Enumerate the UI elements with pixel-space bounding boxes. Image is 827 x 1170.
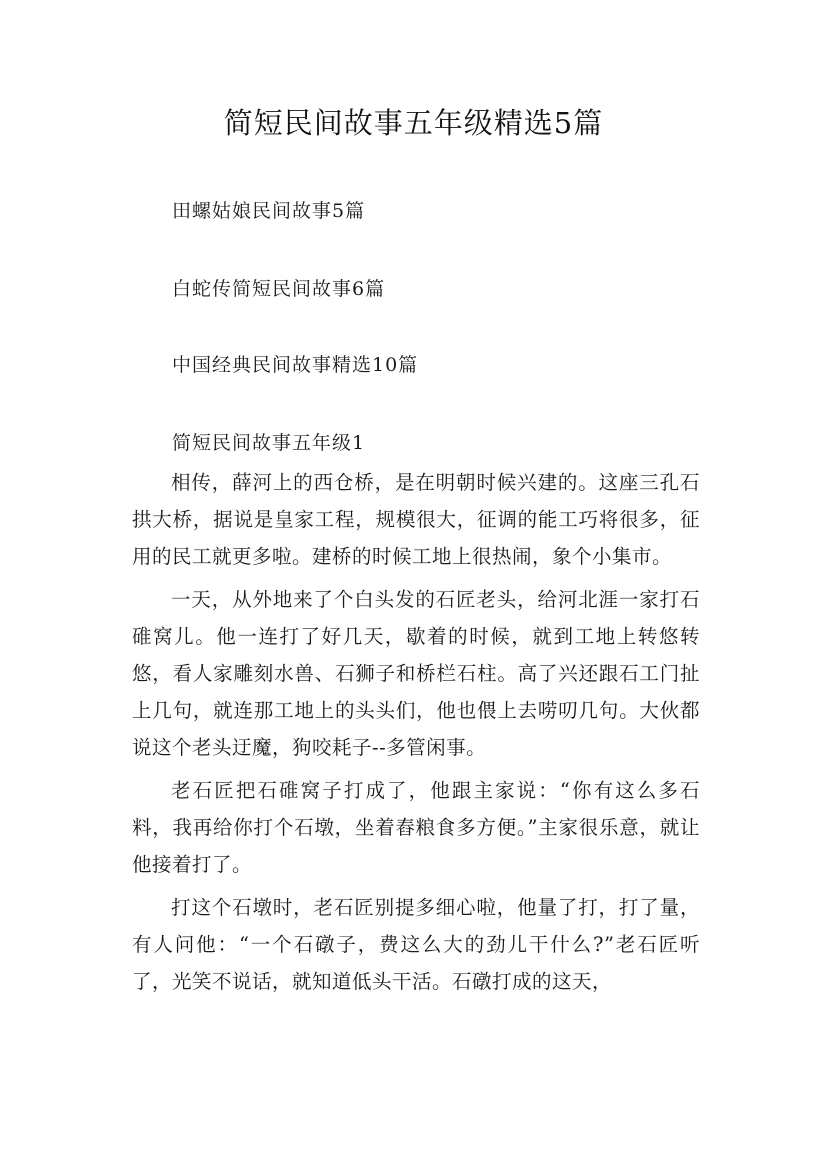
story-paragraph: 老石匠把石碓窝子打成了，他跟主家说：“你有这么多石料，我再给你打个石墩，坐着舂粮食多方便。”主家很乐意，就让他接着打了。 bbox=[132, 779, 700, 876]
toc-item: 中国经典民间故事精选10篇 bbox=[172, 354, 419, 376]
toc-item: 白蛇传简短民间故事6篇 bbox=[172, 278, 386, 300]
story-body bbox=[132, 464, 700, 1006]
story-paragraph: 相传，薛河上的西仓桥，是在明朝时候兴建的。这座三孔石拱大桥，据说是皇家工程，规模很大，征调的能工巧将很多，征用的民工就更多啦。建桥的时候工地上很热闹，象个小集市。 bbox=[132, 471, 700, 568]
section-heading: 简短民间故事五年级1 bbox=[172, 432, 366, 454]
document-title: 简短民间故事五年级精选5篇 bbox=[223, 106, 604, 140]
story-paragraph: 打这个石墩时，老石匠别提多细心啦，他量了打，打了量，有人问他：“一个石礅子，费这么大的劲儿干什么?”老石匠听了，光笑不说话，就知道低头干活。石礅打成的这天， bbox=[132, 896, 700, 993]
toc-item: 田螺姑娘民间故事5篇 bbox=[172, 200, 366, 222]
story-paragraph: 一天，从外地来了个白头发的石匠老头，给河北涯一家打石碓窝儿。他一连打了好几天，歇着的时候，就到工地上转悠转悠，看人家雕刻水兽、石狮子和桥栏石柱。高了兴还跟石工门扯上几句，就连那工地上的头头们，他也偎上去唠叨几句。大伙都说这个老头迂魔，狗咬耗子--多管闲事。 bbox=[132, 588, 700, 759]
